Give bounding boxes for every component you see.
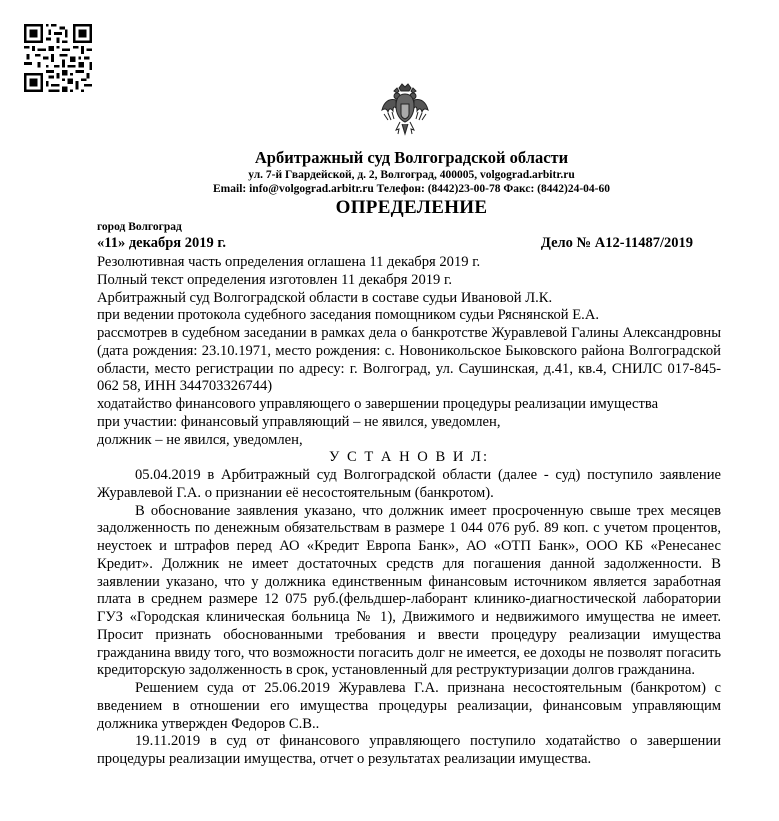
paragraph: 05.04.2019 в Арбитражный суд Волгоградской области (далее - суд) поступило заявление Журавлевой Г.А. о признании её несостоятельным (банкротом). [97, 467, 721, 501]
paragraph: рассмотрев в судебном заседании в рамках дела о банкротстве Журавлевой Галины Александровны (дата рождения: 23.10.1971, место рождения: с. Новоникольское Быковского района Волгоградской области, место регистрации по адресу: г. Волгоград, ул. Саушинская, д.41, кв.4, СНИЛС 017-845-062 58, ИНН 344703326744) [97, 325, 721, 395]
coat-of-arms-emblem [380, 82, 430, 138]
paragraph: Решением суда от 25.06.2019 Журавлева Г.А. признана несостоятельным (банкротом) с введением в отношении его имущества процедуры реализации, финансовым управляющим должника утвержден Федоров С.В.. [97, 680, 721, 732]
city: город Волгоград [97, 221, 182, 233]
document-title: ОПРЕДЕЛЕНИЕ [335, 197, 488, 218]
section-heading: У С Т А Н О В И Л: [328, 449, 489, 466]
document-body [97, 254, 721, 769]
paragraph: В обоснование заявления указано, что должник имеет просроченную свыше трех месяцев задолженность по денежным обязательствам в размере 1 044 076 руб. 89 коп. с учетом процентов, неустоек и штрафов перед АО «Кредит Европа Банк», АО «ОТП Банк», ООО КБ «Ренесанес Кредит». Должник не имеет достаточных средств для погашения данной задолженности. В заявлении указано, что у должника единственным финансовым источником является заработная плата в среднем размере 12 075 руб.(фельдшер-лаборант клинико-диагностической лаборатории ГУЗ «Городская клиническая больница № 1), Движимого и недвижимого имущества не имеет. Просит признать обоснованными требования и ввести процедуру реализации имущества гражданина ввиду того, что возможности погасить долг не имеется, ее доходы не позволят погасить кредиторскую задолженность в срок, установленный для реструктуризации долгов гражданина. [97, 502, 721, 679]
paragraph: Полный текст определения изготовлен 11 декабря 2019 г. [97, 271, 452, 288]
court-name: Арбитражный суд Волгоградской области [254, 148, 569, 167]
paragraph: ходатайство финансового управляющего о завершении процедуры реализации имущества [97, 396, 659, 412]
court-address: ул. 7-й Гвардейской, д. 2, Волгоград, 400005, volgograd.arbitr.ru [248, 169, 575, 181]
case-number: Дело № А12-11487/2019 [540, 235, 693, 251]
paragraph: при ведении протокола судебного заседания помощником судьи Ряснянской Е.А. [97, 307, 600, 324]
court-contacts: Email: info@volgograd.arbitr.ru Телефон: (8442)23-00-78 Факс: (8442)24-04-60 [213, 183, 610, 195]
paragraph: Арбитражный суд Волгоградской области в составе судьи Ивановой Л.К. [97, 289, 553, 306]
qr-code [24, 24, 92, 92]
date-case-row [97, 235, 693, 252]
decision-date: «11» декабря 2019 г. [97, 235, 226, 251]
paragraph: при участии: финансовый управляющий – не явился, уведомлен, [97, 413, 501, 430]
paragraph: Резолютивная часть определения оглашена 11 декабря 2019 г. [97, 254, 481, 270]
paragraph: 19.11.2019 в суд от финансового управляющего поступило ходатайство о завершении процедуры реализации имущества, отчет о результатах реализации имущества. [97, 733, 721, 767]
paragraph: должник – не явился, уведомлен, [97, 431, 303, 448]
